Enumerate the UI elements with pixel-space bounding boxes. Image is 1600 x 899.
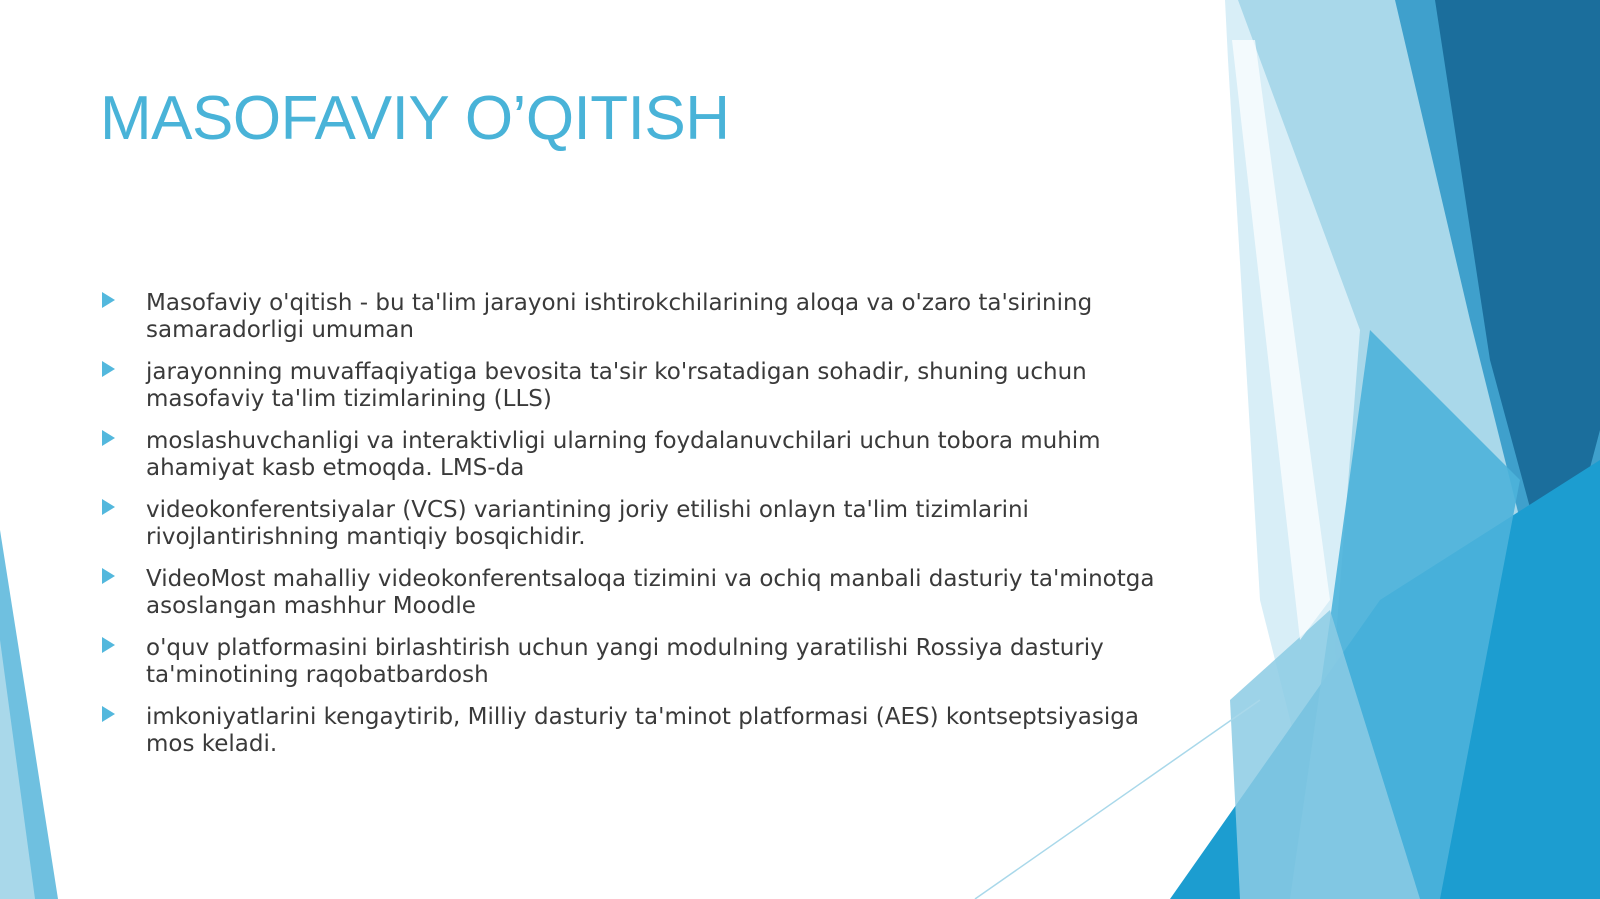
bullet-text: o'quv platformasini birlashtirish uchun yangi modulning yaratilishi Rossiya dasturiy ta'minotining raqobatbardosh — [146, 635, 1104, 688]
bullet-item — [100, 428, 1190, 482]
triangle-bullet-icon — [102, 568, 115, 584]
bullet-item — [100, 359, 1190, 413]
triangle-bullet-icon — [102, 499, 115, 515]
bullet-item — [100, 290, 1190, 344]
triangle-bullet-icon — [102, 361, 115, 377]
bullet-item — [100, 635, 1190, 689]
triangle-bullet-icon — [102, 637, 115, 653]
triangle-bullet-icon — [102, 430, 115, 446]
triangle-bullet-icon — [102, 706, 115, 722]
bullet-text: VideoMost mahalliy videokonferentsaloqa tizimini va ochiq manbali dasturiy ta'minotga asoslangan mashhur Moodle — [146, 566, 1155, 619]
bullet-text: jarayonning muvaffaqiyatiga bevosita ta'sir ko'rsatadigan sohadir, shuning uchun masofaviy ta'lim tizimlarining (LLS) — [146, 359, 1087, 412]
bullet-text: moslashuvchanligi va interaktivligi ularning foydalanuvchilari uchun tobora muhim ahamiyat kasb etmoqda. LMS-da — [146, 428, 1101, 481]
bullet-text: imkoniyatlarini kengaytirib, Milliy dasturiy ta'minot platformasi (AES) kontseptsiyasiga mos keladi. — [146, 704, 1139, 757]
bullet-item — [100, 497, 1190, 551]
slide-title: MASOFAVIY O’QITISH — [100, 84, 730, 153]
bullet-text: Masofaviy o'qitish - bu ta'lim jarayoni ishtirokchilarining aloqa va o'zaro ta'sirining samaradorligi umuman — [146, 290, 1093, 343]
triangle-bullet-icon — [102, 292, 115, 308]
bullet-list — [100, 290, 1190, 773]
bullet-item — [100, 704, 1190, 758]
bullet-text: videokonferentsiyalar (VCS) variantining joriy etilishi onlayn ta'lim tizimlarini rivojlantirishning mantiqiy bosqichidir. — [146, 497, 1029, 550]
bullet-item — [100, 566, 1190, 620]
